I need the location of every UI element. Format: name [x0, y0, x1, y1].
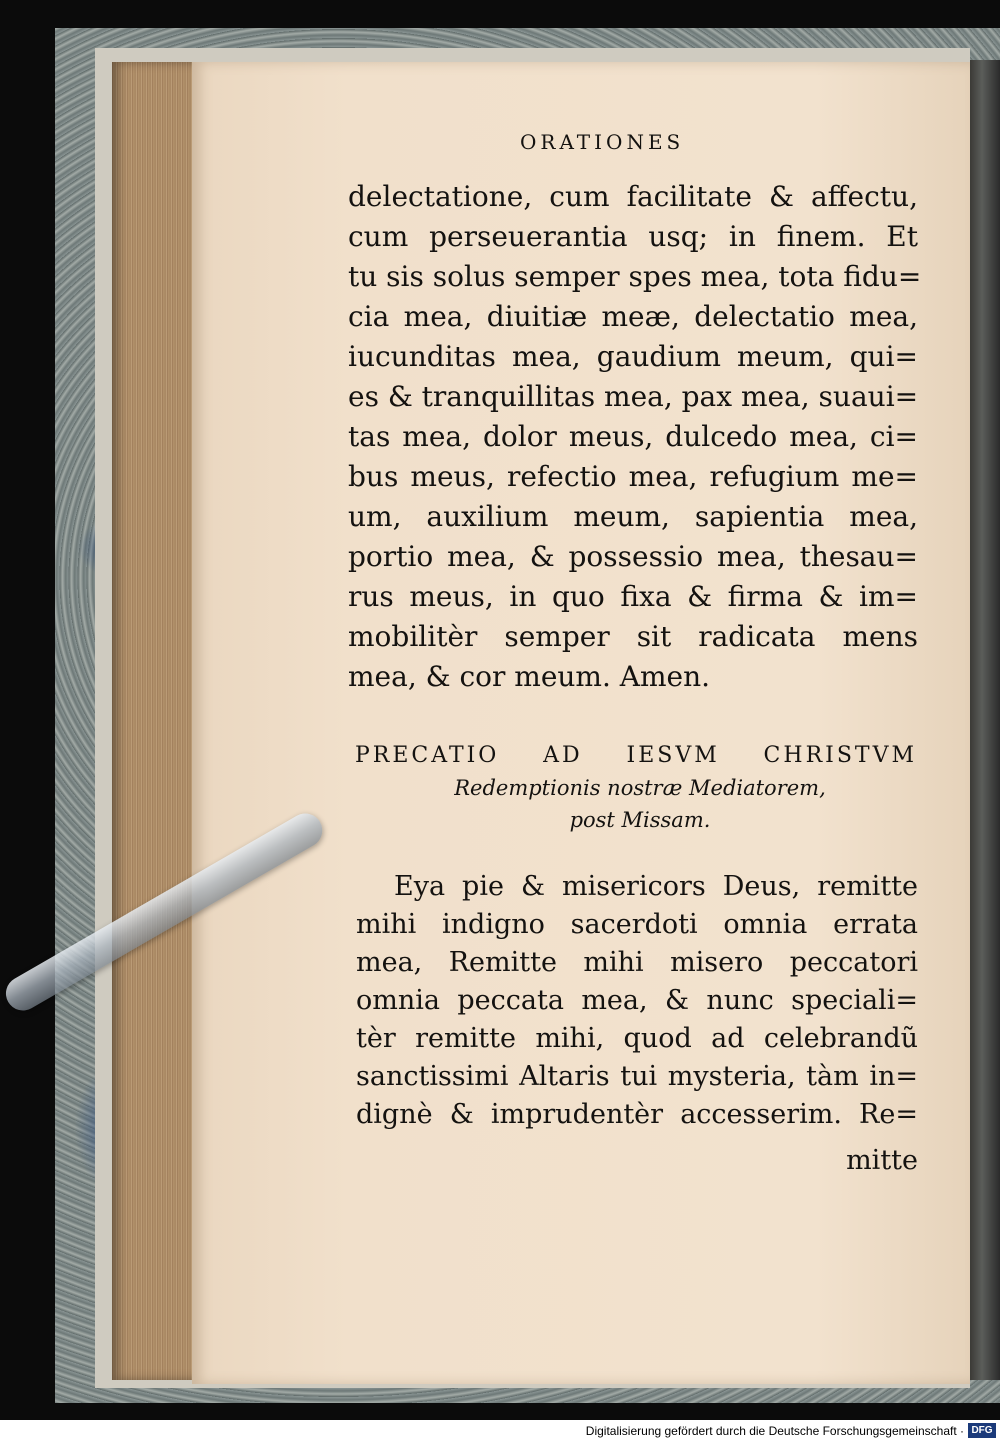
funding-credit: Digitalisierung gefördert durch die Deutsche Forschungsgemeinschaft · [585, 1424, 964, 1438]
text-line: omnia peccata mea, & nunc speciali= [356, 985, 918, 1016]
right-board [970, 60, 1000, 1380]
text-line: delectatione, cum facilitate & affectu, [348, 180, 918, 213]
running-head: ORATIONES [520, 130, 685, 154]
text-line: es & tranquillitas mea, pax mea, suaui= [348, 380, 919, 413]
text-line: portio mea, & possessio mea, thesau= [348, 540, 918, 573]
dfg-logo: DFG [968, 1423, 996, 1438]
section-subheading-2: post Missam. [569, 808, 711, 832]
page-edges [112, 62, 197, 1380]
text-line: tas mea, dolor meus, dulcedo mea, ci= [348, 420, 918, 453]
text-line: dignè & imprudentèr accesserim. Re= [356, 1099, 918, 1130]
section-heading: PRECATIO AD IESVM CHRISTVM [355, 743, 917, 768]
text-line: mihi indigno sacerdoti omnia errata [356, 909, 918, 940]
section-subheading: Redemptionis nostræ Mediatorem, [454, 776, 826, 800]
text-line: cia mea, diuitiæ meæ, delectatio mea, [348, 300, 918, 333]
text-line: mea, Remitte mihi misero peccatori [356, 947, 918, 978]
prayer-text [356, 868, 918, 1134]
body-text [348, 177, 922, 697]
text-line: iucunditas mea, gaudium meum, qui= [348, 340, 918, 373]
text-line: um, auxilium meum, sapientia mea, [348, 500, 918, 533]
text-line: rus meus, in quo fixa & firma & im= [348, 580, 918, 613]
text-line: mobilitèr semper sit radicata mens [348, 620, 918, 653]
text-line: tu sis solus semper spes mea, tota fidu= [348, 260, 922, 293]
text-line: bus meus, refectio mea, refugium me= [348, 460, 918, 493]
text-line: sanctissimi Altaris tui mysteria, tàm in= [356, 1061, 918, 1092]
catchword: mitte [846, 1145, 918, 1176]
text-line: tèr remitte mihi, quod ad celebrandũ [356, 1023, 918, 1054]
text-line: Eya pie & misericors Deus, remitte [394, 871, 918, 902]
text-line: cum perseuerantia usq; in finem. Et [348, 220, 918, 253]
text-line: mea, & cor meum. Amen. [348, 660, 711, 693]
